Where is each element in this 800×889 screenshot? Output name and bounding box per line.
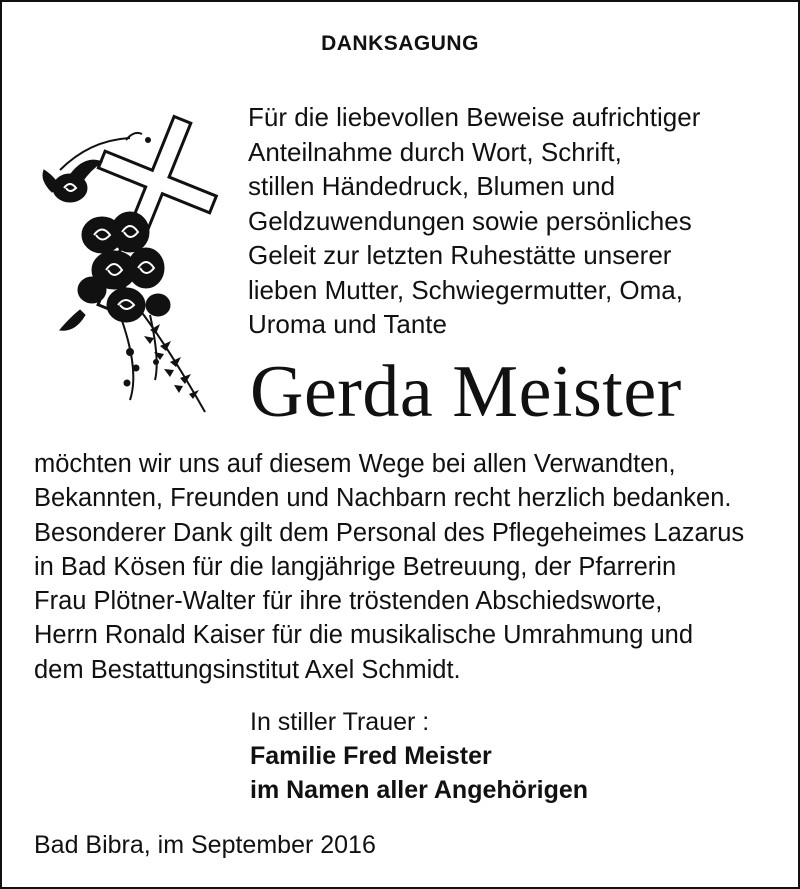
intro-line: lieben Mutter, Schwiegermutter, Oma, bbox=[248, 274, 683, 305]
intro-line: Geldzuwendungen sowie persönliches bbox=[248, 205, 692, 236]
thanks-line: möchten wir uns auf diesem Wege bei allen Verwandten, bbox=[34, 450, 676, 478]
thanks-line: Besonderer Dank gilt dem Personal des Pflegeheimes Lazarus bbox=[34, 518, 745, 547]
signature-block bbox=[250, 705, 588, 807]
thanks-line: Herrn Ronald Kaiser für die musikalische Umrahmung und bbox=[34, 621, 694, 650]
notice-heading: DANKSAGUNG bbox=[321, 32, 479, 55]
signature-intro: In stiller Trauer : bbox=[250, 708, 430, 736]
deceased-name: Gerda Meister bbox=[250, 351, 682, 433]
thanks-line: in Bad Kösen für die langjährige Betreuung, der Pfarrerin bbox=[34, 552, 677, 581]
place-date: Bad Bibra, im September 2016 bbox=[34, 831, 376, 859]
intro-line: Für die liebevollen Beweise aufrichtiger bbox=[248, 102, 701, 132]
thanks-line: Frau Plötner-Walter für ihre tröstenden Abschiedsworte, bbox=[34, 587, 663, 616]
cross-with-roses-icon bbox=[30, 100, 225, 418]
thanks-text bbox=[34, 447, 774, 687]
intro-line: stillen Händedruck, Blumen und bbox=[248, 171, 616, 201]
signature-family: Familie Fred Meister bbox=[250, 742, 492, 770]
thanks-line: dem Bestattungsinstitut Axel Schmidt. bbox=[34, 655, 461, 684]
intro-line: Anteilnahme durch Wort, Schrift, bbox=[248, 136, 622, 167]
signature-relatives: im Namen aller Angehörigen bbox=[250, 776, 589, 804]
intro-line: Geleit zur letzten Ruhestätte unserer bbox=[248, 240, 672, 270]
thanks-line: Bekannten, Freunden und Nachbarn recht herzlich bedanken. bbox=[34, 484, 732, 513]
intro-line: Uroma und Tante bbox=[248, 309, 447, 339]
intro-text bbox=[248, 100, 768, 342]
